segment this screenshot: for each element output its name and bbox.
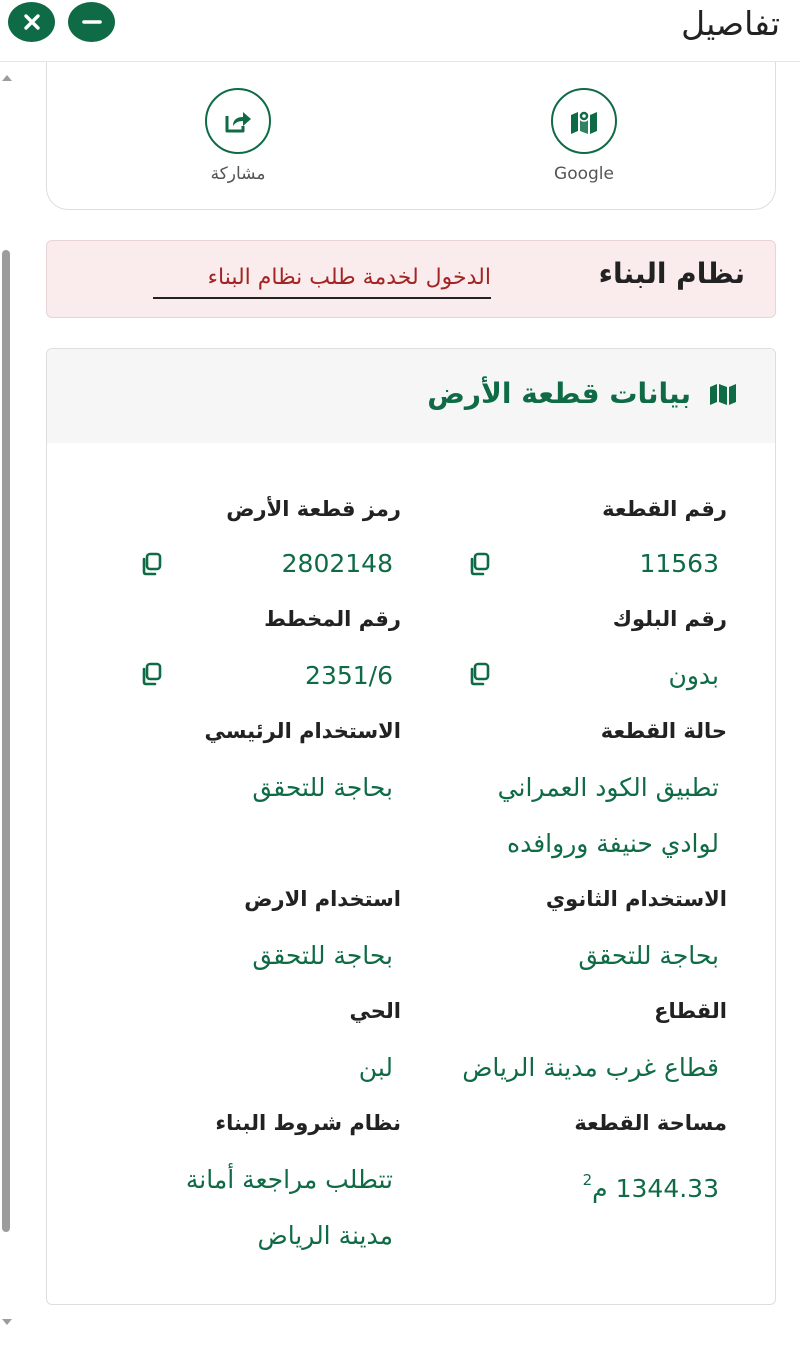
map-icon [569, 108, 599, 134]
copy-icon [467, 551, 493, 577]
google-maps-button[interactable] [524, 88, 644, 184]
plan-number-value: 2351/6 [305, 661, 393, 690]
copy-land-code-button[interactable] [139, 551, 165, 577]
share-icon [223, 108, 253, 134]
plot-status-label: حالة القطعة [600, 719, 727, 743]
building-conditions-value-line2: مدينة الرياض [257, 1221, 393, 1250]
land-data-title: بيانات قطعة الأرض [427, 377, 691, 410]
build-system-banner [46, 240, 776, 318]
window-header [0, 0, 800, 62]
map-icon [709, 383, 737, 405]
land-use-value: بحاجة للتحقق [252, 941, 393, 970]
plot-status-value-line1: تطبيق الكود العمراني [497, 773, 719, 802]
share-button[interactable] [178, 88, 298, 184]
scrollbar-thumb[interactable] [2, 250, 10, 1232]
scroll-up-arrow-icon[interactable] [0, 72, 14, 84]
share-circle[interactable] [205, 88, 271, 154]
plot-area-label: مساحة القطعة [574, 1111, 727, 1135]
plan-number-label: رقم المخطط [264, 607, 401, 631]
building-conditions-value-line1: تتطلب مراجعة أمانة [185, 1165, 393, 1194]
plot-number-value: 11563 [639, 549, 719, 578]
minimize-button[interactable] [68, 2, 115, 42]
land-use-label: استخدام الارض [244, 887, 401, 911]
district-value: لبن [358, 1053, 393, 1082]
close-button[interactable] [8, 2, 55, 42]
main-use-label: الاستخدام الرئيسي [204, 719, 401, 743]
block-number-value: بدون [668, 661, 719, 690]
page-title: تفاصيل [681, 4, 780, 43]
copy-plot-number-button[interactable] [467, 551, 493, 577]
main-use-value: بحاجة للتحقق [252, 773, 393, 802]
copy-icon [139, 551, 165, 577]
secondary-use-label: الاستخدام الثانوي [545, 887, 727, 911]
land-data-header [47, 349, 776, 443]
share-label: مشاركة [210, 164, 266, 184]
sector-label: القطاع [654, 999, 727, 1023]
plot-area-number: 1344.33 م [592, 1174, 719, 1203]
google-maps-circle[interactable] [551, 88, 617, 154]
copy-icon [467, 661, 493, 687]
sector-value: قطاع غرب مدينة الرياض [462, 1053, 719, 1082]
minus-icon [82, 19, 102, 25]
copy-icon [139, 661, 165, 687]
plot-status-value-line2: لوادي حنيفة وروافده [507, 829, 719, 858]
block-number-label: رقم البلوك [612, 607, 727, 631]
plot-area-unit-superscript: 2 [582, 1171, 593, 1189]
plot-area-value [583, 1153, 719, 1216]
land-data-card [46, 348, 776, 1305]
scroll-down-arrow-icon[interactable] [0, 1316, 14, 1328]
district-label: الحي [349, 999, 401, 1023]
build-system-link[interactable]: الدخول لخدمة طلب نظام البناء [153, 265, 491, 299]
copy-block-number-button[interactable] [467, 661, 493, 687]
land-code-label: رمز قطعة الأرض [226, 497, 401, 521]
building-conditions-label: نظام شروط البناء [215, 1111, 401, 1135]
secondary-use-value: بحاجة للتحقق [578, 941, 719, 970]
build-system-title: نظام البناء [598, 257, 745, 290]
actions-card [46, 62, 776, 210]
google-label: Google [554, 164, 614, 184]
plot-number-label: رقم القطعة [602, 497, 727, 521]
land-code-value: 2802148 [281, 549, 393, 578]
close-icon [23, 13, 41, 31]
copy-plan-number-button[interactable] [139, 661, 165, 687]
